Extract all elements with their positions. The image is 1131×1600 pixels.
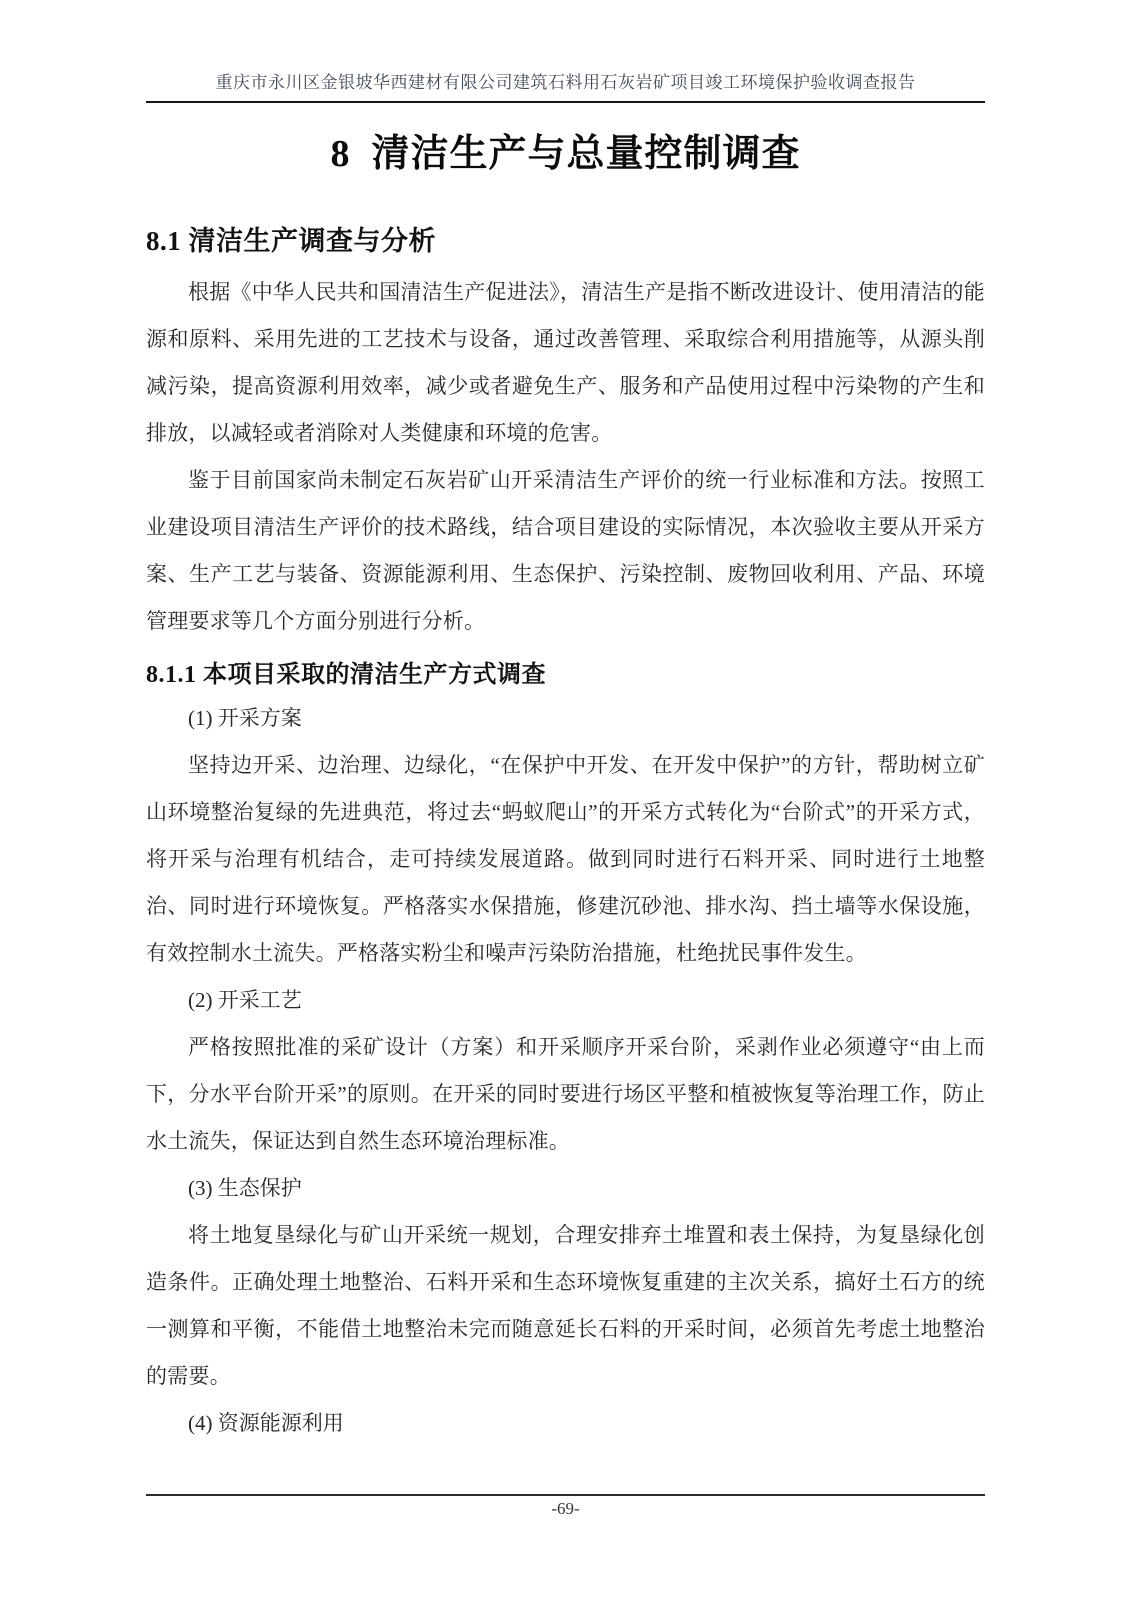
paragraph: 根据《中华人民共和国清洁生产促进法》，清洁生产是指不断改进设计、使用清洁的能源和原料、采用先进的工艺技术与设备，通过改善管理、采取综合利用措施等，从源头削减污染，提高资源利用效率，减少或者避免生产、服务和产品使用过程中污染物的产生和排放，以减轻或者消除对人类健康和环境的危害。 (146, 280, 985, 445)
section-heading-8-1: 8.1 清洁生产调查与分析 (146, 226, 436, 256)
document-page (146, 0, 985, 1447)
list-item-label-2: (2) 开采工艺 (188, 988, 302, 1012)
section-heading-8-1-1: 8.1.1 本项目采取的清洁生产方式调查 (146, 662, 546, 688)
page-footer (146, 1494, 985, 1519)
page-number: -69- (551, 1499, 580, 1518)
paragraph: 严格按照批准的采矿设计（方案）和开采顺序开采台阶，采剥作业必须遵守“由上而下，分水平台阶开采”的原则。在开采的同时要进行场区平整和植被恢复等治理工作，防止水土流失，保证达到自然生态环境治理标准。 (146, 1035, 985, 1153)
list-item-label-3: (3) 生态保护 (188, 1176, 302, 1200)
paragraph: 鉴于目前国家尚未制定石灰岩矿山开采清洁生产评价的统一行业标准和方法。按照工业建设项目清洁生产评价的技术路线，结合项目建设的实际情况，本次验收主要从开采方案、生产工艺与装备、资源能源利用、生态保护、污染控制、废物回收利用、产品、环境管理要求等几个方面分别进行分析。 (146, 468, 985, 633)
header-title-text: 重庆市永川区金银坡华西建材有限公司建筑石料用石灰岩矿项目竣工环境保护验收调查报告 (215, 73, 916, 92)
page-header (146, 0, 985, 103)
list-item-label-4: (4) 资源能源利用 (188, 1411, 344, 1435)
paragraph: 将土地复垦绿化与矿山开采统一规划，合理安排弃土堆置和表土保持，为复垦绿化创造条件。正确处理土地整治、石料开采和生态环境恢复重建的主次关系，搞好土石方的统一测算和平衡，不能借土地整治未完而随意延长石料的开采时间，必须首先考虑土地整治的需要。 (146, 1223, 985, 1388)
list-item-label-1: (1) 开采方案 (188, 706, 302, 730)
chapter-title: 8 清洁生产与总量控制调查 (330, 133, 801, 175)
paragraph: 坚持边开采、边治理、边绿化，“在保护中开发、在开发中保护”的方针，帮助树立矿山环境整治复绿的先进典范，将过去“蚂蚁爬山”的开采方式转化为“台阶式”的开采方式，将开采与治理有机结合，走可持续发展道路。做到同时进行石料开采、同时进行土地整治、同时进行环境恢复。严格落实水保措施，修建沉砂池、排水沟、挡土墙等水保设施，有效控制水土流失。严格落实粉尘和噪声污染防治措施，杜绝扰民事件发生。 (146, 753, 985, 965)
